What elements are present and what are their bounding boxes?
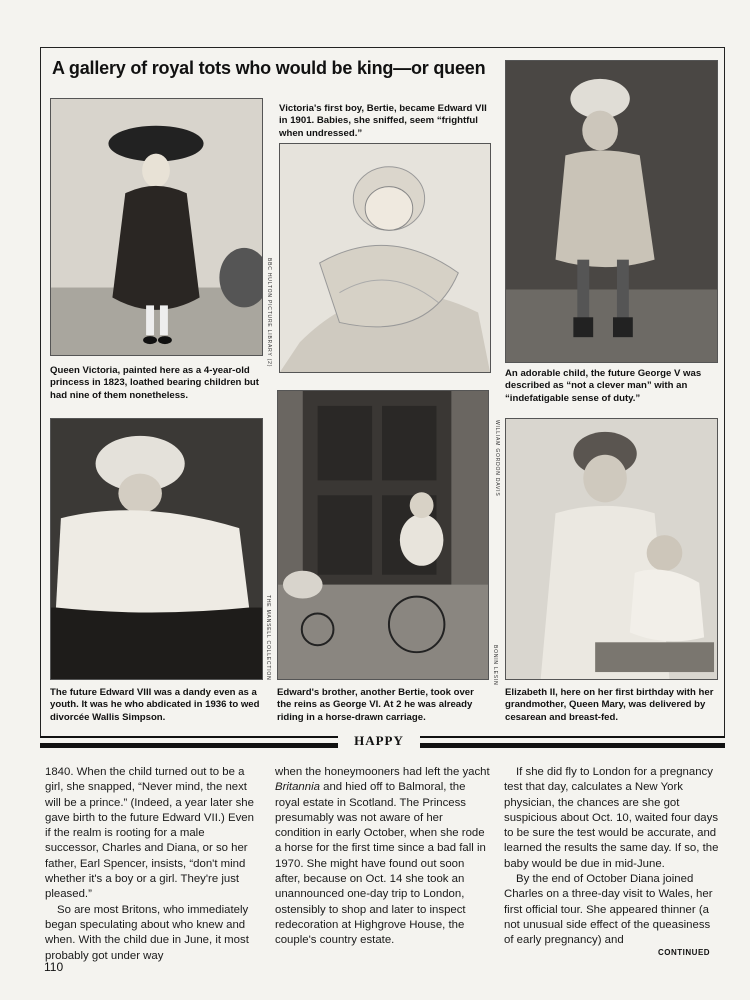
george-vi-caption: Edward's brother, another Bertie, took over the reins as George VI. At 2 he was already riding in a horse-drawn carriage. — [277, 687, 474, 723]
page-number: 110 — [44, 960, 64, 974]
george-v-caption: An adorable child, the future George V was described as “not a clever man” with an “indefatigable sense of duty.” — [505, 368, 702, 404]
body-column-1 — [45, 765, 260, 964]
edward-vii-photo — [279, 143, 491, 373]
elizabeth-ii-photo — [505, 418, 718, 680]
bonin-credit: BONIN LESIN — [492, 645, 498, 686]
col1-paragraph-1: 1840. When the child turned out to be a girl, she snapped, “Never mind, the next will be a prince.” (Indeed, a year later she gave birth to the future Edward VII.) Even if the realm is rooting for a male successor, Charles and Diana, or so her father, Earl Spencer, insists, “don't mind whether it's a boy or a girl. They're just pleased.” — [45, 766, 254, 901]
mansell-credit: THE MANSELL COLLECTION — [265, 595, 271, 681]
bbc-credit: BBC HULTON PICTURE LIBRARY (2) — [266, 258, 272, 368]
col2-yacht-name: Britannia — [275, 781, 320, 794]
body-column-3 — [504, 765, 719, 949]
george-v-illustration — [506, 61, 717, 362]
davis-credit: WILLIAM GORDON DAVIS — [494, 420, 500, 497]
col2-paragraph-1 — [275, 765, 490, 949]
george-vi-illustration — [278, 391, 488, 679]
banner-label: HAPPY — [338, 733, 420, 748]
elizabeth-ii-illustration — [506, 419, 717, 679]
edward-vii-caption: Victoria's first boy, Bertie, became Edward VII in 1901. Babies, she sniffed, seem “frightful when undressed.” — [279, 103, 487, 139]
elizabeth-caption: Elizabeth II, here on her first birthday with her grandmother, Queen Mary, was delivered by cesarean and breast-fed. — [505, 687, 714, 723]
col3-paragraph-2: By the end of October Diana joined Charles on a three-day visit to Wales, her first official tour. She appeared thinner (a not unusual side effect of the queasiness of early pregnancy) and — [504, 873, 713, 947]
queen-victoria-illustration — [51, 99, 262, 355]
edward-viii-illustration — [51, 419, 262, 679]
col1-paragraph-2: So are most Britons, who immediately began speculating about who knew and when. With the child due in June, it most probably got under way — [45, 903, 249, 962]
edward-vii-illustration — [280, 144, 490, 372]
gallery-headline: A gallery of royal tots who would be king—or queen — [52, 58, 486, 78]
george-v-photo — [505, 60, 718, 363]
col2-text-b: and hied off to Balmoral, the royal estate in Scotland. The Princess presumably was not aware of her condition in early October, when she rode a horse for the first time since a bad fall in 1970. She might have found out soon after, because on Oct. 14 she took an unannounced one-day trip to London, ostensibly to shop and later to inspect redecoration at Highgrove House, the couple's country estate. — [275, 781, 486, 947]
col3-paragraph-1: If she did fly to London for a pregnancy test that day, calculates a New York physician, the chances are she got suspicious about Oct. 10, waited four days to be sure the test would be accurate, and learned the results the same day. If so, the baby would be due in mid-June. — [504, 766, 719, 870]
george-vi-photo — [277, 390, 489, 680]
queen-victoria-photo — [50, 98, 263, 356]
body-column-2 — [275, 765, 490, 949]
edward-viii-caption: The future Edward VIII was a dandy even as a youth. It was he who abdicated in 1936 to wed divorcée Wallis Simpson. — [50, 687, 260, 723]
continued-label: CONTINUED — [658, 948, 711, 957]
col2-text-a: when the honeymooners had left the yacht — [275, 766, 490, 778]
edward-viii-photo — [50, 418, 263, 680]
victoria-caption: Queen Victoria, painted here as a 4-year-old princess in 1823, loathed bearing children but had nine of them nonetheless. — [50, 365, 259, 401]
